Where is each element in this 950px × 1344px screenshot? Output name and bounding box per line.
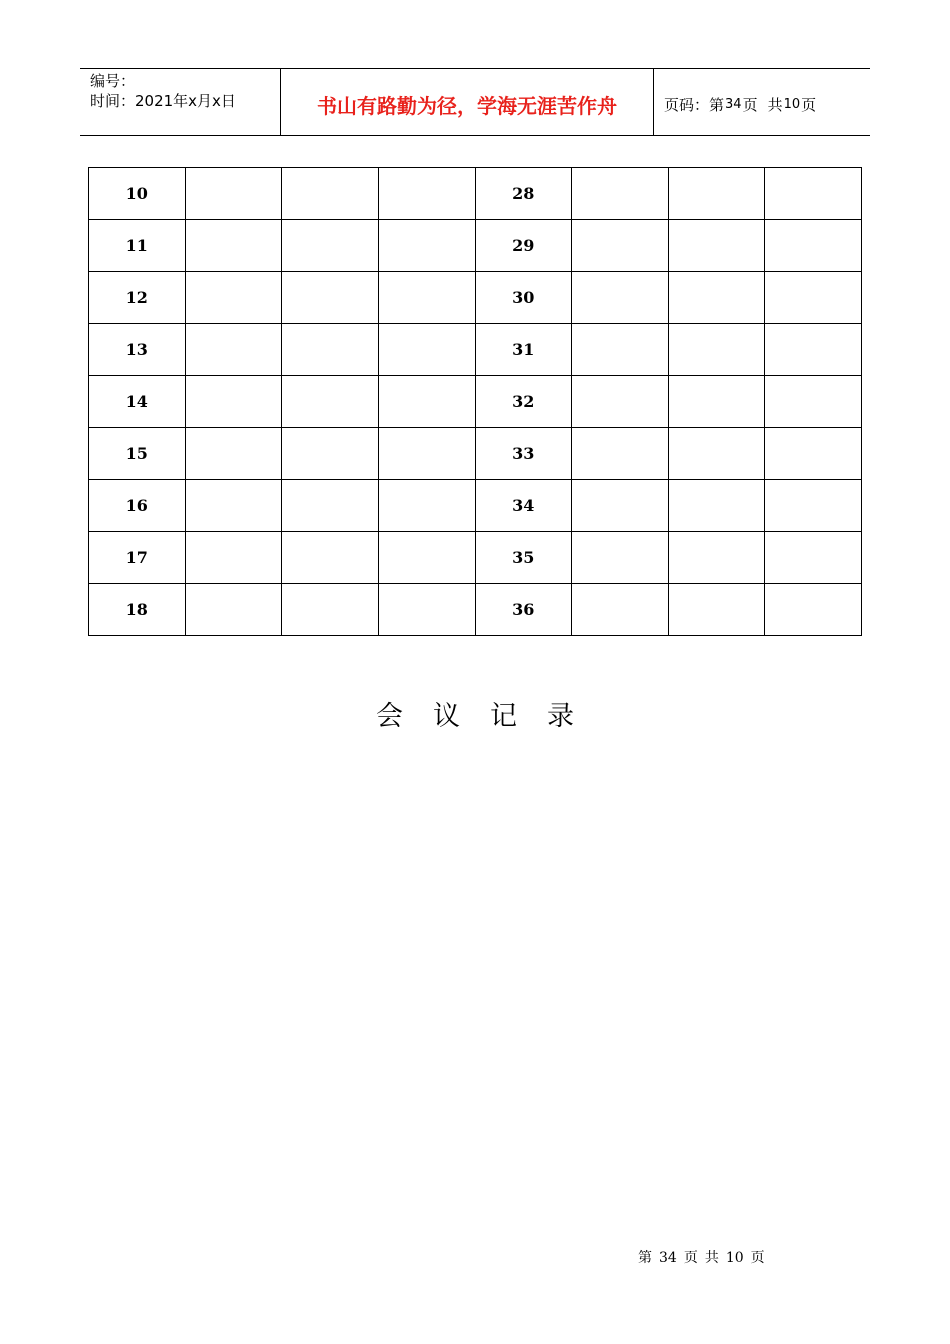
table-row — [89, 376, 862, 428]
row-number-right: 28 — [475, 168, 572, 220]
header-motto: 书山有路勤为径，学海无涯苦作舟 — [281, 69, 654, 135]
table-row — [89, 428, 862, 480]
empty-cell — [185, 584, 282, 636]
empty-cell — [378, 584, 475, 636]
empty-cell — [282, 272, 379, 324]
empty-cell — [668, 480, 765, 532]
empty-cell — [572, 376, 669, 428]
table-row — [89, 584, 862, 636]
page-mid: 页 — [742, 95, 758, 114]
empty-cell — [572, 272, 669, 324]
row-number-left: 18 — [89, 584, 186, 636]
empty-cell — [668, 584, 765, 636]
empty-cell — [378, 324, 475, 376]
empty-cell — [765, 480, 862, 532]
empty-cell — [572, 324, 669, 376]
empty-cell — [572, 168, 669, 220]
row-number-left: 10 — [89, 168, 186, 220]
empty-cell — [282, 376, 379, 428]
page-total: 10 — [783, 96, 801, 112]
row-number-left: 16 — [89, 480, 186, 532]
empty-cell — [282, 168, 379, 220]
empty-cell — [185, 272, 282, 324]
row-number-left: 11 — [89, 220, 186, 272]
empty-cell — [572, 584, 669, 636]
row-number-right: 30 — [475, 272, 572, 324]
empty-cell — [185, 480, 282, 532]
empty-cell — [185, 428, 282, 480]
empty-cell — [668, 220, 765, 272]
total-prefix: 共 — [767, 95, 783, 114]
empty-cell — [765, 532, 862, 584]
row-number-left: 17 — [89, 532, 186, 584]
empty-cell — [185, 168, 282, 220]
empty-cell — [185, 532, 282, 584]
table-row — [89, 272, 862, 324]
empty-cell — [185, 324, 282, 376]
empty-cell — [572, 428, 669, 480]
footer-word-2: 页 — [683, 1250, 698, 1266]
row-number-left: 15 — [89, 428, 186, 480]
empty-cell — [378, 220, 475, 272]
empty-cell — [282, 428, 379, 480]
empty-cell — [282, 532, 379, 584]
empty-cell — [668, 324, 765, 376]
table-row — [89, 324, 862, 376]
empty-cell — [572, 480, 669, 532]
empty-cell — [668, 532, 765, 584]
empty-cell — [378, 376, 475, 428]
row-number-right: 33 — [475, 428, 572, 480]
row-number-right: 31 — [475, 324, 572, 376]
empty-cell — [765, 324, 862, 376]
empty-cell — [282, 324, 379, 376]
empty-cell — [572, 220, 669, 272]
header-page-info — [654, 69, 870, 135]
empty-cell — [185, 220, 282, 272]
empty-cell — [668, 168, 765, 220]
table-row — [89, 532, 862, 584]
empty-cell — [378, 480, 475, 532]
empty-cell — [765, 584, 862, 636]
empty-cell — [765, 168, 862, 220]
empty-cell — [765, 220, 862, 272]
section-title: 会议记录 — [376, 701, 604, 732]
empty-cell — [765, 272, 862, 324]
row-number-right: 34 — [475, 480, 572, 532]
table-row — [89, 480, 862, 532]
row-number-right: 32 — [475, 376, 572, 428]
footer-current-page: 34 — [659, 1250, 677, 1266]
serial-label: 编号： — [90, 72, 136, 90]
page-header — [80, 68, 870, 136]
total-suffix: 页 — [801, 95, 817, 114]
empty-cell — [668, 376, 765, 428]
empty-cell — [765, 428, 862, 480]
footer-word-4: 页 — [750, 1250, 765, 1266]
row-number-right: 35 — [475, 532, 572, 584]
empty-cell — [378, 168, 475, 220]
record-table — [88, 167, 862, 636]
row-number-left: 13 — [89, 324, 186, 376]
empty-cell — [668, 272, 765, 324]
empty-cell — [282, 480, 379, 532]
empty-cell — [378, 532, 475, 584]
empty-cell — [282, 584, 379, 636]
empty-cell — [765, 376, 862, 428]
header-meta-cell — [80, 69, 281, 135]
empty-cell — [378, 272, 475, 324]
empty-cell — [668, 428, 765, 480]
row-number-right: 36 — [475, 584, 572, 636]
row-number-left: 14 — [89, 376, 186, 428]
table-row — [89, 168, 862, 220]
empty-cell — [185, 376, 282, 428]
empty-cell — [572, 532, 669, 584]
page-footer — [638, 1247, 772, 1267]
footer-word-3: 共 — [704, 1250, 719, 1266]
footer-total-pages: 10 — [725, 1250, 744, 1266]
row-number-right: 29 — [475, 220, 572, 272]
footer-word-1: 第 — [638, 1250, 652, 1266]
page-current: 34 — [725, 96, 742, 112]
empty-cell — [378, 428, 475, 480]
table-row — [89, 220, 862, 272]
time-label: 时间：2021年x月x日 — [90, 92, 236, 110]
page-prefix: 页码：第 — [664, 95, 725, 114]
row-number-left: 12 — [89, 272, 186, 324]
empty-cell — [282, 220, 379, 272]
